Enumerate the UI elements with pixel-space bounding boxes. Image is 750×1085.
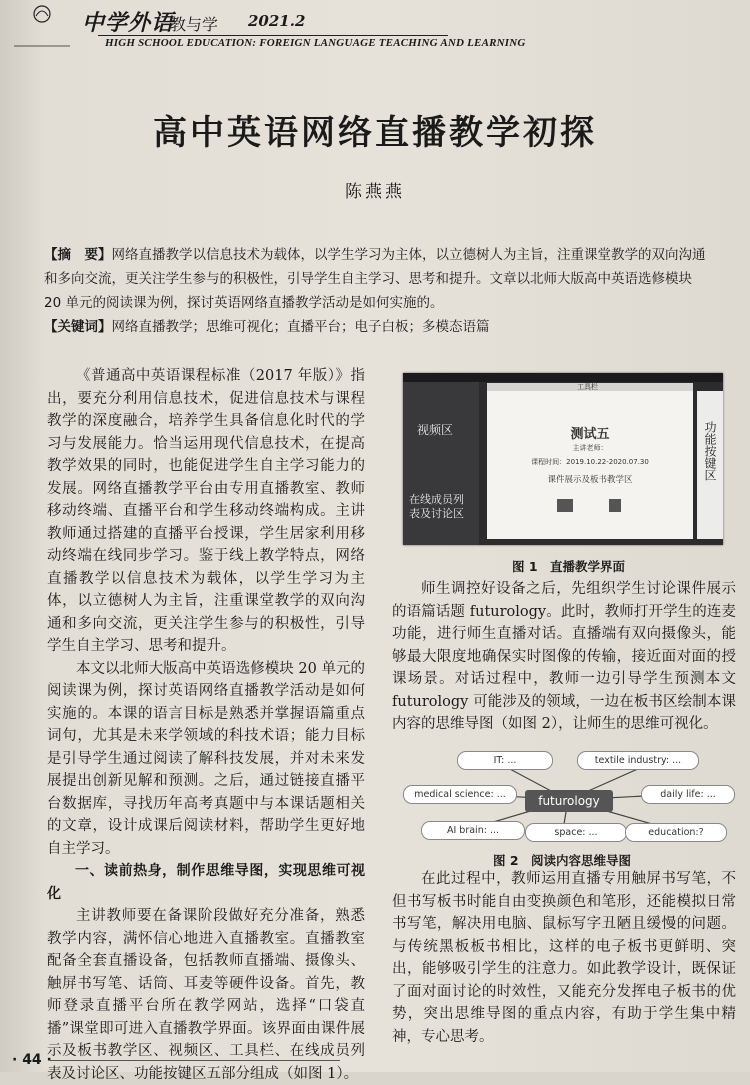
footer-divider (50, 1060, 340, 1061)
right-column-top (392, 578, 736, 736)
mind-map-node-medical: medical science: ... (403, 785, 517, 804)
mind-map-center: futurology (525, 790, 613, 812)
slide-host: 主讲老师： (572, 444, 608, 452)
keywords-text: 网络直播教学；思维可视化；直播平台；电子白板；多模态语篇 (111, 319, 490, 335)
journal-header (10, 4, 740, 56)
section-heading: 一、读前热身，制作思维导图，实现思维可视化 (47, 863, 365, 902)
mind-map-node-textile: textile industry: ... (577, 751, 699, 770)
document-icon (609, 499, 621, 512)
slide-title: 测试五 (570, 427, 610, 442)
folder-icon (557, 499, 573, 512)
journal-name: 中学外语 (82, 10, 175, 36)
paragraph: 《普通高中英语课程标准（2017 年版）》指出，要充分利用信息技术，促进信息技术与课程教学的深度融合，培养学生具备信息化时代的学习与发展能力。恰当运用现代信息技术，在提高教学效果的同时，也能促进学生自主学习能力的发展。网络直播教学平台由专用直播教室、教师移动终端、直播平台和学生移动终端构成。主讲教师通过搭建的直播平台授课，学生居家利用移动终端在线同步学习。鉴于线上教学特点，网络直播教学以信息技术为载体，以学生学习为主体，以立德树人为主旨，注重课堂教学的双向沟通和多向交流，更关注学生参与的积极性，引导学生自主学习、思考和提升。 (47, 368, 365, 654)
toolbar (487, 383, 693, 391)
logo-emblem-icon (10, 4, 74, 52)
mind-map-node-daily-life: daily life: ... (641, 785, 735, 804)
toolbar-label: 工具栏 (577, 383, 598, 391)
function-key-panel (697, 391, 723, 539)
right-column-bottom (392, 868, 736, 1048)
paragraph: 师生调控好设备之后，先组织学生讨论课件展示的语篇话题 futurology。此时，教师打开学生的连麦功能，进行师生直播对话。直播端有双向摄像头，能够最大限度地确保实时图像的传输，接近面对面的授课场景。对话过程中，教师一边引导学生预测本文 futurology 可能涉及的领域，一边在板书区绘制本课内容的思维导图（如图 2），让师生的思维可视化。 (392, 581, 736, 732)
left-column (47, 365, 365, 1085)
keywords (44, 315, 710, 339)
member-area-label: 在线成员列表及讨论区 (409, 493, 464, 520)
abstract-block (44, 243, 710, 339)
publisher-logo (10, 4, 74, 52)
figure1-caption: 图 1 直播教学界面 (512, 559, 626, 574)
figure2-caption: 图 2 阅读内容思维导图 (493, 853, 632, 868)
video-area-label: 视频区 (417, 423, 454, 437)
article-title: 高中英语网络直播教学初探 (153, 113, 597, 153)
slide-date: 课程时间：2019.10.22-2020.07.30 (531, 458, 649, 466)
paragraph: 主讲教师要在备课阶段做好充分准备，熟悉教学内容，满怀信心地进入直播教室。直播教室配备全套直播设备，包括教师直播端、摄像头、触屏书写笔、话筒、耳麦等硬件设备。首先，教师登录直播平台所在教学网站，选择“口袋直播”课堂即可进入直播教学界面。该界面由课件展示及板书教学区、视频区、工具栏、在线成员列表及讨论区、功能按键区五部分组成（如图 1）。 (47, 908, 365, 1082)
figure-live-interface (403, 373, 723, 545)
mind-map-node-space: space: ... (525, 823, 627, 842)
abstract (44, 243, 710, 315)
journal-suffix: 教与学 (170, 15, 219, 34)
page-number: · 44 · (12, 1052, 52, 1068)
figure-mind-map (403, 748, 733, 848)
function-keys-label: 功能按键区 (703, 421, 717, 481)
paragraph: 在此过程中，教师运用直播专用触屏书写笔，不但书写板书时能自由变换颜色和笔形，还能模拟日常书写笔，解决用电脑、鼠标写字丑陋且缓慢的问题。与传统黑板板书相比，这样的电子板书更鲜明、突出，能够吸引学生的注意力。如此教学设计，既保证了面对面讨论的时效性，又能充分发挥电子板书的优势，突出思维导图的重点内容，有助于学生集中精神，专心思考。 (392, 871, 736, 1045)
slide-area-label: 课件展示及板书教学区 (547, 475, 633, 485)
mind-map-node-it: IT: ... (457, 751, 553, 770)
mind-map-node-education: education:? (625, 823, 727, 842)
slide-area (487, 391, 693, 539)
paragraph: 本文以北师大版高中英语选修模块 20 单元的阅读课为例，探讨英语网络直播教学活动是如何实施的。本课的语言目标是熟悉并掌握语篇重点词句，尤其是未来学领域的科技术语；能力目标是引导学生通过阅读了解科技发展，并对未来发展提出创新见解和预测。之后，通过链接直播平台数据库，寻找历年高考真题中与本课话题相关的文章，设计成课后阅读材料，帮助学生更好地自主学习。 (47, 660, 365, 857)
mind-map-node-ai: AI brain: ... (421, 821, 525, 840)
header-divider (98, 35, 448, 36)
issue-number: 2021.2 (248, 12, 306, 30)
article-author: 陈燕燕 (345, 182, 405, 202)
abstract-label: 【摘 要】 (44, 247, 112, 263)
journal-english-title: HIGH SCHOOL EDUCATION: FOREIGN LANGUAGE TEACHING AND LEARNING (105, 37, 526, 49)
abstract-text: 网络直播教学以信息技术为载体，以学生学习为主体，以立德树人为主旨，注重课堂教学的双向沟通和多向交流，更关注学生参与的积极性，引导学生自主学习、思考和提升。文章以北师大版高中英语选修模块 20 单元的阅读课为例，探讨英语网络直播教学活动是如何实施的。 (44, 247, 706, 311)
keywords-label: 【关键词】 (44, 319, 112, 335)
window-titlebar (403, 373, 723, 382)
